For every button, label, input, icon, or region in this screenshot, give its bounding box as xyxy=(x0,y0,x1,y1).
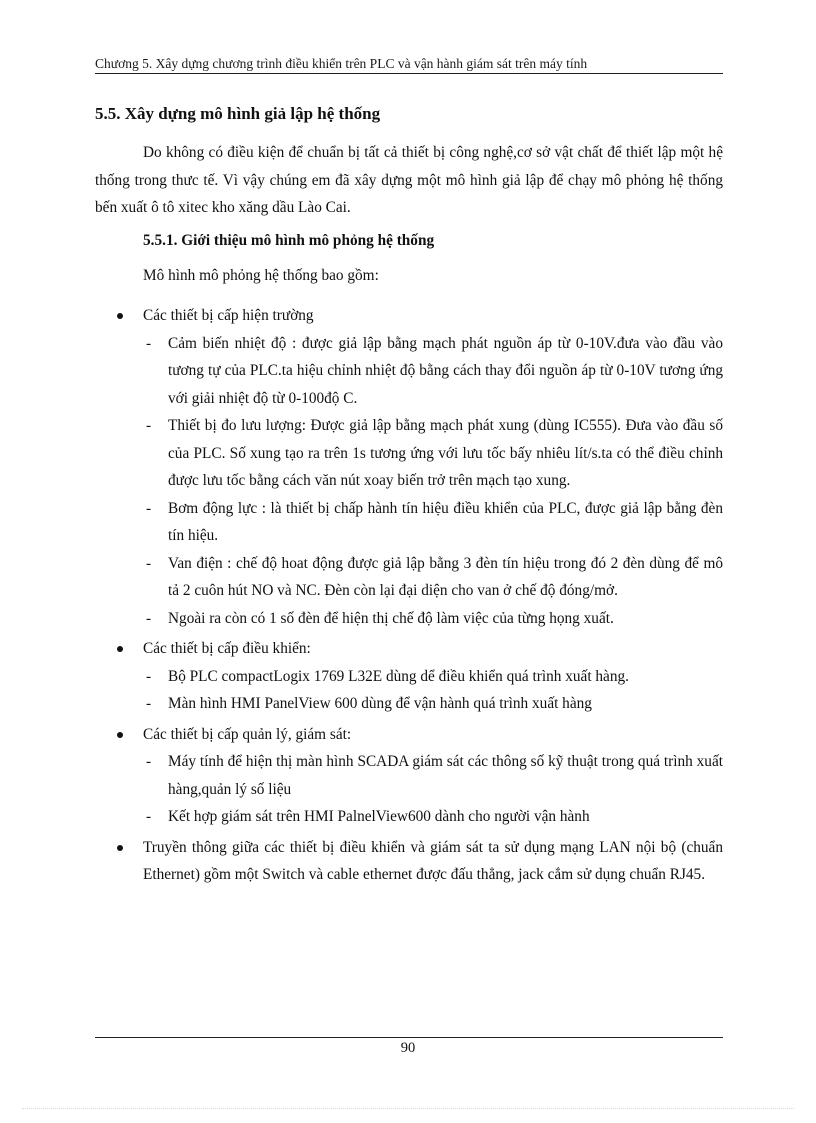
dash-list xyxy=(143,663,723,718)
subsection-title: 5.5.1. Giới thiệu mô hình mô phỏng hệ thống xyxy=(143,232,435,249)
bullet-item-communication xyxy=(117,834,723,889)
dash-icon: - xyxy=(146,499,152,517)
dash-icon: - xyxy=(146,753,152,770)
dash-icon: - xyxy=(146,334,152,352)
list-item-text: Bộ PLC compactLogix 1769 L32E dùng dể điều khiển quá trình xuất hàng. xyxy=(168,667,629,685)
list-item-text: Máy tính để hiện thị màn hình SCADA giám sát các thông số kỹ thuật trong quá trình xuất hàng,quản lý số liệu xyxy=(168,753,723,798)
bullet-item-control-devices xyxy=(117,635,723,718)
header-divider xyxy=(95,73,723,74)
list-item xyxy=(143,550,723,605)
list-item xyxy=(143,330,723,413)
bullet-text: Các thiết bị cấp hiện trường xyxy=(143,307,314,324)
dash-icon: - xyxy=(146,695,152,712)
section-title: 5.5. Xây dựng mô hình giả lập hệ thống xyxy=(95,104,381,123)
page-number: 90 xyxy=(400,1040,416,1056)
list-item xyxy=(143,412,723,495)
list-item xyxy=(143,495,723,550)
dash-icon: - xyxy=(146,808,152,825)
bullet-list xyxy=(117,302,723,892)
dash-icon: - xyxy=(146,417,152,434)
list-item-text: Kết hợp giám sát trên HMI PalnelView600 dành cho người vận hành xyxy=(168,808,590,825)
intro-paragraph: Do không có điều kiện để chuẩn bị tất cả thiết bị công nghệ,cơ sở vật chất để thiết lập một hệ thống trong thưc tế. Vì vậy chúng em đã xây dựng một mô hình giả lập để chạy mô phỏng hệ thống bến xuất ô tô xitec kho xăng dầu Lào Cai. xyxy=(95,144,723,216)
list-item-text: Ngoài ra còn có 1 số đèn để hiện thị chế độ làm việc của từng họng xuất. xyxy=(168,609,614,627)
list-item-text: Van điện : chế độ hoat động được giả lập bằng 3 đèn tín hiệu trong đó 2 đèn dùng để mô tả 2 cuôn hút NO và NC. Đèn còn lại đại diện cho van ở chế độ đóng/mở. xyxy=(168,554,723,599)
bullet-text: Các thiết bị cấp quản lý, giám sát: xyxy=(143,725,352,743)
list-item-text: Thiết bị đo lưu lượng: Được giả lập bằng mạch phát xung (dùng IC555). Đưa vào đầu số của PLC. Số xung tạo ra trên 1s tương ứng với lưu tốc bấy nhiêu lít/s.ta có thể điều chỉnh được lưu tốc bằng cách văn nút xoay biến trở trên mạch tạo xung. xyxy=(168,417,723,489)
bullet-text: Các thiết bị cấp điều khiển: xyxy=(143,640,311,657)
list-item-text: Cảm biến nhiệt độ : được giả lập bằng mạch phát nguồn áp từ 0-10V.đưa vào đầu vào tương tự của PLC.ta hiệu chỉnh nhiệt độ bằng cách thay đổi nguồn áp từ 0-10V tương ứng với giải nhiệt độ từ 0-100độ C. xyxy=(168,334,723,407)
bullet-item-supervision-devices xyxy=(117,721,723,831)
list-item-text: Bơm động lực : là thiết bị chấp hành tín hiệu điều khiển của PLC, được giả lập bằng đèn tín hiệu. xyxy=(168,499,723,544)
list-item-text: Màn hình HMI PanelView 600 dùng để vận hành quá trình xuất hàng xyxy=(168,695,592,712)
list-item xyxy=(143,663,723,691)
dash-list xyxy=(143,748,723,831)
dash-icon: - xyxy=(146,667,152,685)
bullet-icon xyxy=(117,732,123,738)
list-item xyxy=(143,690,723,718)
list-item xyxy=(143,803,723,831)
subsection-lead: Mô hình mô phỏng hệ thống bao gồm: xyxy=(143,267,379,284)
running-header: Chương 5. Xây dựng chương trình điều khiển trên PLC và vận hành giám sát trên máy tính xyxy=(95,56,588,71)
dash-icon: - xyxy=(146,609,152,627)
bullet-item-field-devices xyxy=(117,302,723,632)
footer-divider xyxy=(95,1037,723,1038)
bullet-icon xyxy=(117,646,123,652)
page-bottom-border xyxy=(22,1108,794,1109)
bullet-icon xyxy=(117,313,123,319)
bullet-icon xyxy=(117,845,123,851)
dash-icon: - xyxy=(146,554,152,572)
dash-list xyxy=(143,330,723,633)
bullet-text: Truyền thông giữa các thiết bị điều khiển và giám sát ta sử dụng mạng LAN nội bộ (chuẩn Ethernet) gồm một Switch và cable ethernet được đấu thẳng, jack cắm sử dụng chuẩn RJ45. xyxy=(143,838,723,883)
list-item xyxy=(143,605,723,633)
list-item xyxy=(143,748,723,803)
